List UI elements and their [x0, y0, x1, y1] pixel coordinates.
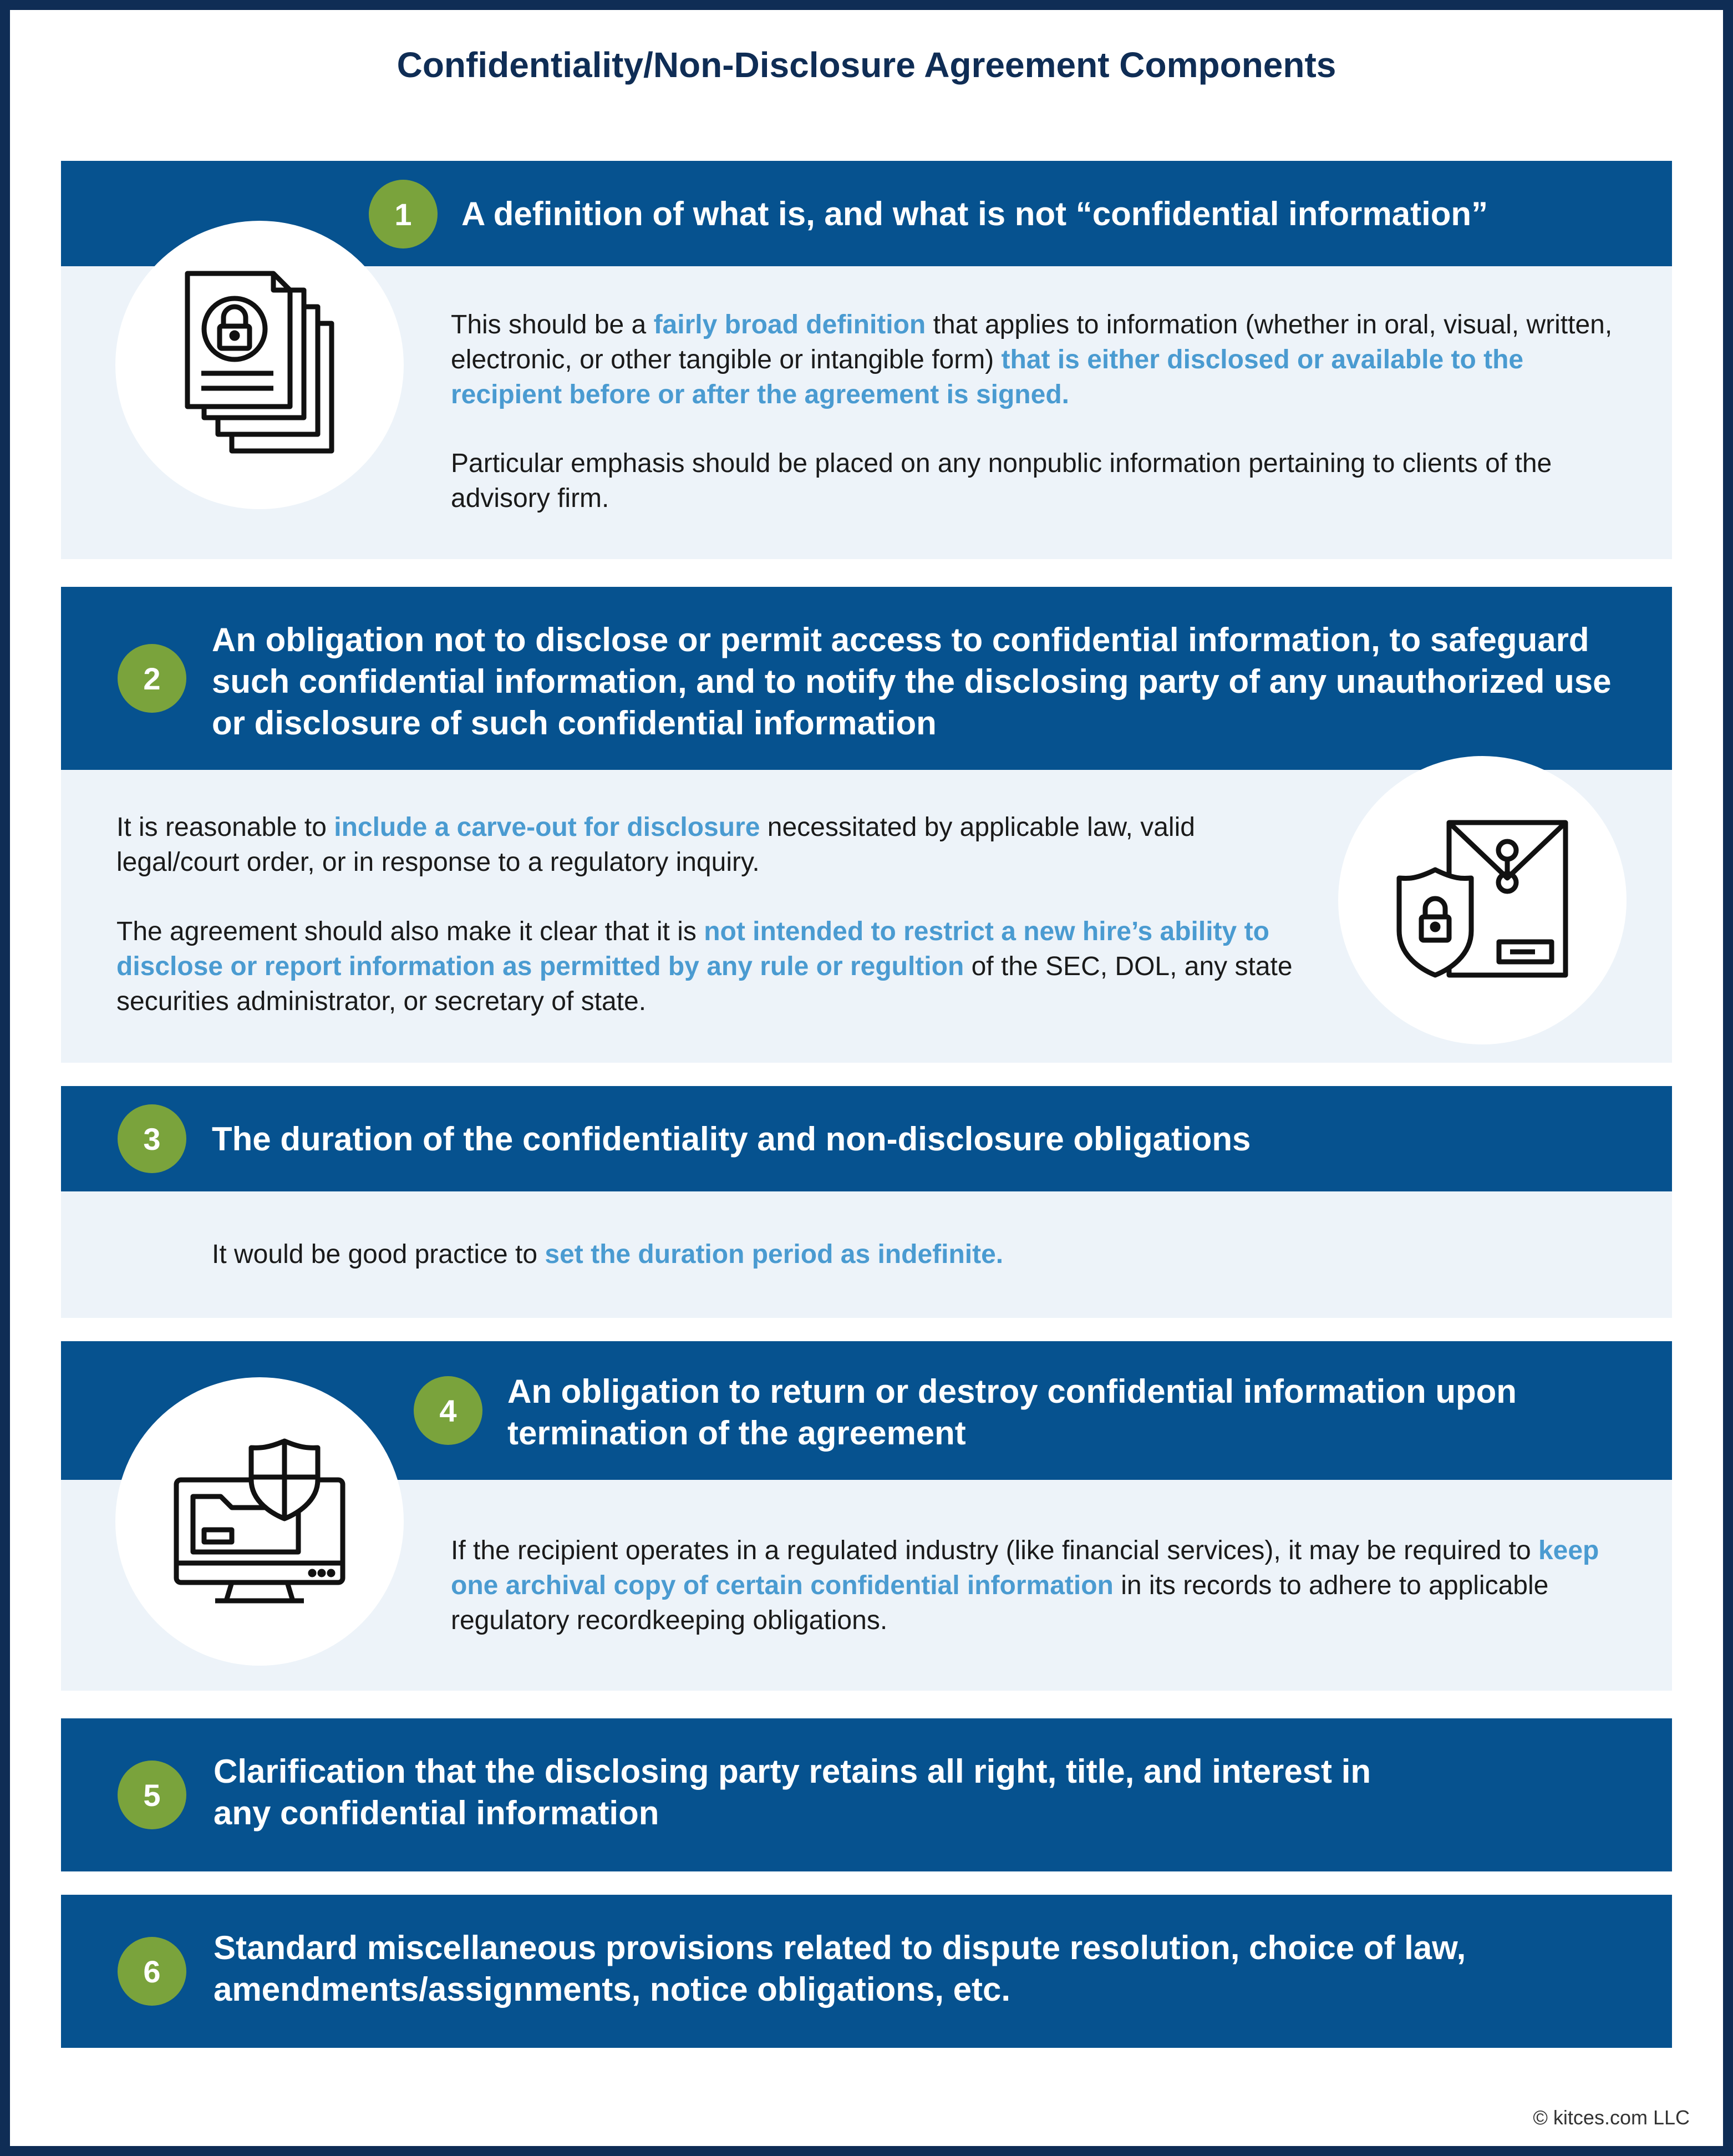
section-2-number-badge: 2 [118, 644, 186, 713]
copyright-footer: © kitces.com LLC [1533, 2106, 1690, 2129]
highlighted-text: not intended to restrict a new hire’s ability to disclose or report information as permitted by any rule or regultion [116, 917, 1269, 981]
section-3-number-badge: 3 [118, 1104, 186, 1173]
paragraph-text: in its records to adhere to applicable regulatory recordkeeping obligations. [451, 1571, 1549, 1635]
highlighted-text: set the duration period as indefinite. [545, 1240, 1004, 1269]
section-5-heading: Clarification that the disclosing party retains all right, title, and interest in any confidential information [214, 1753, 1371, 1832]
section-3-heading: The duration of the confidentiality and non-disclosure obligations [212, 1120, 1251, 1158]
highlighted-text: that is either disclosed or available to the recipient before or after the agreement is signed. [451, 345, 1524, 409]
section-4-heading: An obligation to return or destroy confidential information upon termination of the agreement [507, 1373, 1517, 1452]
section-4-icon-circle [115, 1377, 404, 1666]
paragraph-text: If the recipient operates in a regulated industry (like financial services), it may be required to [451, 1536, 1538, 1565]
paragraph-text: of the SEC, DOL, any state securities administrator, or secretary of state. [116, 952, 1293, 1016]
section-2-heading: An obligation not to disclose or permit access to confidential information, to safeguard such confidential information, and to notify the disclosing party of any unauthorized use or disclosure of such confidential information [212, 621, 1612, 742]
highlighted-text: include a carve-out for disclosure [334, 813, 760, 842]
section-1-heading: A definition of what is, and what is not “confidential information” [461, 195, 1488, 232]
section-1-icon-circle [115, 221, 404, 509]
section-6-number-badge: 6 [118, 1937, 186, 2006]
secure-envelope-icon [1394, 817, 1571, 983]
page-title: Confidentiality/Non-Disclosure Agreement Components [397, 45, 1336, 85]
section-2-paragraph-1 [116, 810, 1292, 880]
highlighted-text: fairly broad definition [653, 310, 926, 339]
section-2-icon-circle [1338, 756, 1627, 1044]
paragraph-text: The agreement should also make it clear that it is [116, 917, 704, 946]
paragraph-text: necessitated by applicable law, valid legal/court order, or in response to a regulatory inquiry. [116, 813, 1195, 877]
secure-computer-icon [171, 1435, 348, 1607]
paragraph-text: This should be a [451, 310, 654, 339]
paragraph-text: that applies to information (whether in oral, visual, written, electronic, or other tangible or intangible form) [451, 310, 1613, 374]
section-2-paragraph-2 [116, 914, 1336, 1019]
paragraph-text: It is reasonable to [116, 813, 334, 842]
section-1-number-badge: 1 [369, 180, 438, 248]
section-1-paragraph-2 [451, 446, 1638, 516]
section-1-paragraph-1 [451, 307, 1638, 412]
section-4-paragraph-1 [451, 1533, 1638, 1638]
section-3-body [61, 1191, 1672, 1318]
highlighted-text: keep one archival copy of certain confidential information [451, 1536, 1599, 1600]
section-5-number-badge: 5 [118, 1761, 186, 1829]
section-6-header [61, 1895, 1672, 2048]
section-5-header [61, 1718, 1672, 1871]
section-2-header [61, 587, 1672, 770]
locked-documents-icon [176, 271, 343, 459]
section-6-heading: Standard miscellaneous provisions related to dispute resolution, choice of law, amendments/assignments, notice obligations, etc. [214, 1929, 1466, 2008]
paragraph-text: It would be good practice to [212, 1240, 545, 1269]
section-4-number-badge: 4 [414, 1376, 482, 1445]
paragraph-text: Particular emphasis should be placed on any nonpublic information pertaining to clients of the advisory firm. [451, 449, 1552, 513]
section-3-paragraph-1 [212, 1237, 1598, 1272]
section-3-header [61, 1086, 1672, 1191]
